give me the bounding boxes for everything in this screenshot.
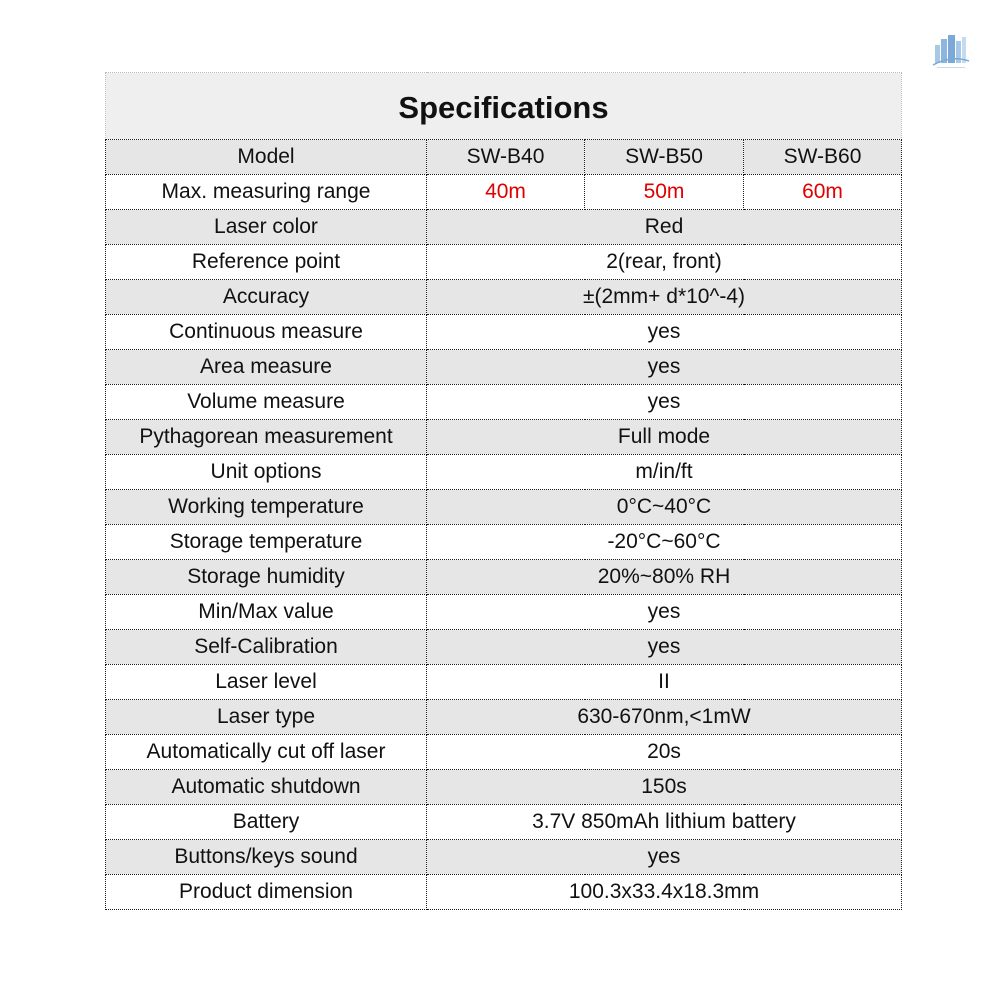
spec-row: [106, 700, 902, 735]
row-value: 630-670nm,<1mW: [427, 700, 902, 735]
model-row: [106, 140, 902, 175]
row-label: Min/Max value: [106, 595, 427, 630]
row-value: -20°C~60°C: [427, 525, 902, 560]
spec-row: [106, 735, 902, 770]
row-value: yes: [427, 840, 902, 875]
range-value: 60m: [744, 175, 902, 210]
row-value: ±(2mm+ d*10^-4): [427, 280, 902, 315]
row-value: yes: [427, 350, 902, 385]
row-label: Product dimension: [106, 875, 427, 910]
spec-row: [106, 630, 902, 665]
row-label: Storage temperature: [106, 525, 427, 560]
table-title: Specifications: [106, 73, 902, 140]
spec-row: [106, 420, 902, 455]
spec-row: [106, 525, 902, 560]
row-label: Model: [106, 140, 427, 175]
row-value: 100.3x33.4x18.3mm: [427, 875, 902, 910]
spec-row: [106, 770, 902, 805]
spec-row: [106, 210, 902, 245]
row-label: Battery: [106, 805, 427, 840]
spec-row: [106, 595, 902, 630]
row-value: II: [427, 665, 902, 700]
row-value: Red: [427, 210, 902, 245]
row-value: 20%~80% RH: [427, 560, 902, 595]
row-value: Full mode: [427, 420, 902, 455]
row-label: Laser type: [106, 700, 427, 735]
row-label: Area measure: [106, 350, 427, 385]
range-row: [106, 175, 902, 210]
row-value: 20s: [427, 735, 902, 770]
spec-row: [106, 840, 902, 875]
row-label: Pythagorean measurement: [106, 420, 427, 455]
row-value: 150s: [427, 770, 902, 805]
row-label: Automatic shutdown: [106, 770, 427, 805]
row-value: yes: [427, 315, 902, 350]
building-logo-icon: [931, 31, 971, 71]
model-name: SW-B40: [427, 140, 585, 175]
specifications-table: [105, 72, 902, 910]
spec-row: [106, 490, 902, 525]
row-value: yes: [427, 385, 902, 420]
row-label: Laser level: [106, 665, 427, 700]
spec-row: [106, 665, 902, 700]
spec-row: [106, 385, 902, 420]
row-label: Volume measure: [106, 385, 427, 420]
row-label: Buttons/keys sound: [106, 840, 427, 875]
row-label: Continuous measure: [106, 315, 427, 350]
spec-row: [106, 560, 902, 595]
spec-row: [106, 315, 902, 350]
row-value: yes: [427, 595, 902, 630]
row-value: m/in/ft: [427, 455, 902, 490]
title-row: [106, 73, 902, 140]
model-name: SW-B50: [585, 140, 744, 175]
row-label: Max. measuring range: [106, 175, 427, 210]
spec-row: [106, 280, 902, 315]
row-value: yes: [427, 630, 902, 665]
specifications-table-body: [106, 73, 902, 910]
model-name: SW-B60: [744, 140, 902, 175]
row-label: Reference point: [106, 245, 427, 280]
row-label: Self-Calibration: [106, 630, 427, 665]
row-label: Unit options: [106, 455, 427, 490]
row-label: Automatically cut off laser: [106, 735, 427, 770]
row-value: 0°C~40°C: [427, 490, 902, 525]
spec-row: [106, 805, 902, 840]
range-value: 40m: [427, 175, 585, 210]
row-label: Accuracy: [106, 280, 427, 315]
spec-row: [106, 875, 902, 910]
row-label: Working temperature: [106, 490, 427, 525]
spec-row: [106, 245, 902, 280]
row-label: Storage humidity: [106, 560, 427, 595]
row-value: 3.7V 850mAh lithium battery: [427, 805, 902, 840]
row-value: 2(rear, front): [427, 245, 902, 280]
range-value: 50m: [585, 175, 744, 210]
spec-row: [106, 350, 902, 385]
row-label: Laser color: [106, 210, 427, 245]
spec-row: [106, 455, 902, 490]
